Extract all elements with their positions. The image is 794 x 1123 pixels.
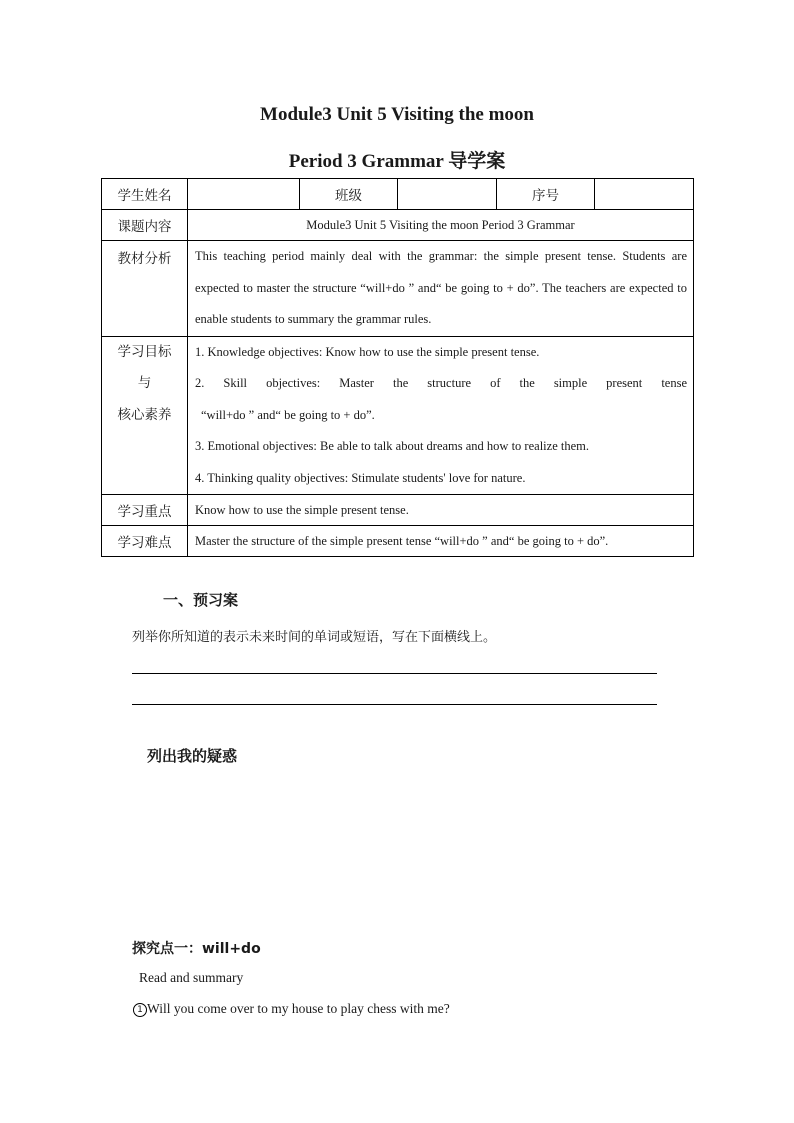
answer-line-2[interactable] bbox=[132, 704, 657, 705]
document-subtitle: Period 3 Grammar 导学案 bbox=[288, 151, 506, 172]
analysis-label: 教材分析 bbox=[102, 241, 188, 337]
key-point-text: Know how to use the simple present tense. bbox=[188, 495, 694, 526]
student-name-field[interactable] bbox=[188, 179, 300, 210]
lesson-info-table bbox=[101, 178, 694, 557]
topic-row bbox=[102, 210, 694, 241]
analysis-row bbox=[102, 241, 694, 337]
objective-skill-cont: “will+do ” and“ be going to + do”. bbox=[201, 407, 375, 422]
difficulty-row bbox=[102, 526, 694, 557]
document-title: Module3 Unit 5 Visiting the moon bbox=[260, 104, 534, 125]
doubts-heading: 列出我的疑惑 bbox=[147, 747, 238, 765]
student-name-label: 学生姓名 bbox=[102, 179, 188, 210]
objectives-content bbox=[188, 336, 694, 495]
objectives-label-line-3: 核心素养 bbox=[117, 406, 172, 423]
student-info-row bbox=[102, 179, 694, 210]
objectives-label-line-2: 与 bbox=[137, 375, 152, 391]
explore-subheading: Read and summary bbox=[139, 970, 244, 985]
preview-heading: 一、预习案 bbox=[163, 591, 239, 609]
key-point-label: 学习重点 bbox=[102, 495, 188, 526]
topic-label: 课题内容 bbox=[102, 210, 188, 241]
answer-line-1[interactable] bbox=[132, 673, 657, 674]
analysis-text: This teaching period mainly deal with the grammar: the simple present tense. Students are expected to master the structure “will+do ” and“ be going to + do”. The teachers are expected to enable students to summary the grammar rules. bbox=[195, 249, 687, 326]
objective-emotional: 3. Emotional objectives: Be able to talk about dreams and how to realize them. bbox=[195, 439, 589, 453]
objectives-row bbox=[102, 336, 694, 495]
class-field[interactable] bbox=[398, 179, 497, 210]
objective-skill: 2. Skill objectives: Master the structure of the simple present tense bbox=[195, 376, 687, 390]
explore-item-1 bbox=[133, 1001, 450, 1017]
objective-knowledge: 1. Knowledge objectives: Know how to use the simple present tense. bbox=[195, 344, 540, 359]
class-label: 班级 bbox=[300, 179, 398, 210]
seat-number-label: 序号 bbox=[497, 179, 595, 210]
difficulty-text: Master the structure of the simple present tense “will+do ” and“ be going to + do”. bbox=[188, 526, 694, 557]
difficulty-label: 学习难点 bbox=[102, 526, 188, 557]
objectives-label bbox=[102, 336, 188, 495]
explore-heading: 探究点一：will+do bbox=[132, 941, 261, 957]
key-point-row bbox=[102, 495, 694, 526]
circled-number-icon: 1 bbox=[133, 1003, 147, 1017]
seat-number-field[interactable] bbox=[595, 179, 694, 210]
objective-thinking: 4. Thinking quality objectives: Stimulate students' love for nature. bbox=[195, 470, 526, 485]
preview-instruction: 列举你所知道的表示未来时间的单词或短语，写在下面横线上。 bbox=[132, 630, 497, 645]
topic-value: Module3 Unit 5 Visiting the moon Period 3 Grammar bbox=[188, 210, 694, 241]
explore-item-text: Will you come over to my house to play chess with me? bbox=[147, 1001, 450, 1016]
objectives-label-line-1: 学习目标 bbox=[117, 343, 172, 360]
analysis-content bbox=[188, 241, 694, 337]
